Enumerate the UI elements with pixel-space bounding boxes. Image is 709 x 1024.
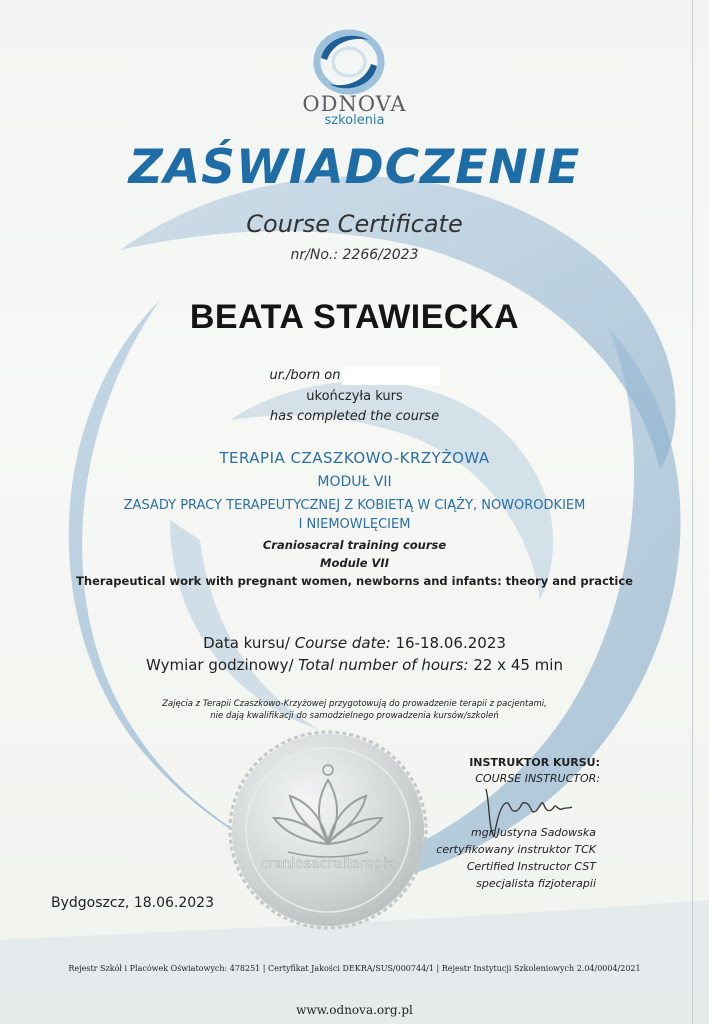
certificate-subtitle: Course Certificate [246,210,463,238]
logo-name: ODNOVA [302,92,407,116]
odnova-logo-icon [311,28,387,96]
hours-value: 22 x 45 min [468,656,563,674]
instructor-label-pl: INSTRUKTOR KURSU: [469,756,600,769]
hours-label-en: Total number of hours: [298,656,469,674]
note-line1: Zajęcia z Terapii Czaszkowo-Krzyżowej przygotowują do prowadzenie terapii z pacjentami, [162,699,547,709]
instructor-title-pl: certyfikowany instruktor TCK [436,843,596,856]
instructor-title-en: Certified Instructor CST [466,860,596,873]
website-url: www.odnova.org.pl [296,1003,413,1017]
instructor-header [440,756,600,785]
course-date [0,634,709,652]
date-label-pl: Data kursu/ [203,634,295,652]
completed-pl: ukończyła kurs [306,389,403,404]
course-title-pl: TERAPIA CZASZKOWO-KRZYŻOWA [219,449,490,467]
instructor-details [420,824,596,892]
course-desc-pl-line2: I NIEMOWLĘCIEM [298,517,411,532]
course-module-en: Module VII [320,556,389,570]
redacted-birthdate [342,366,440,385]
registry-footer: Rejestr Szkół i Placówek Oświatowych: 478251 | Certyfikat Jakości DEKRA/SUS/000744/1 | Rejestr Instytucji Szkoleniowych 2.04/0004/2021 [68,964,641,973]
instructor-label-en: COURSE INSTRUCTOR: [475,772,600,785]
course-desc-pl-line1: ZASADY PRACY TERAPEUTYCZNEJ Z KOBIETĄ W CIĄŻY, NOWORODKIEM [123,498,586,513]
paper-edge-line [692,0,693,1024]
course-hours [0,656,709,674]
date-value: 16-18.06.2023 [390,634,506,652]
course-module-pl: MODUŁ VII [317,474,392,490]
born-label: ur./born on [269,368,341,383]
instructor-specialty: specjalista fizjoterapii [476,877,596,890]
course-desc-en: Therapeutical work with pregnant women, newborns and infants: theory and practice [76,574,633,588]
certificate-title: ZAŚWIADCZENIE [128,140,581,195]
recipient-name: BEATA STAWIECKA [189,298,520,336]
place-date: Bydgoszcz, 18.06.2023 [51,895,214,911]
certificate-number: nr/No.: 2266/2023 [290,247,419,263]
embossed-seal [228,730,428,930]
completed-en: has completed the course [269,409,440,424]
logo-subtitle: szkolenia [324,113,385,128]
date-label-en: Course date: [294,634,391,652]
instructor-name: mgr Justyna Sadowska [471,826,596,839]
course-title-en: Craniosacral training course [262,538,447,552]
hours-label-pl: Wymiar godzinowy/ [146,656,299,674]
note-line2: nie dają kwalifikacji do samodzielnego prowadzenia kursów/szkoleń [210,711,499,721]
seal-text: craniosacralterapia [260,856,396,872]
born-line [0,366,709,385]
